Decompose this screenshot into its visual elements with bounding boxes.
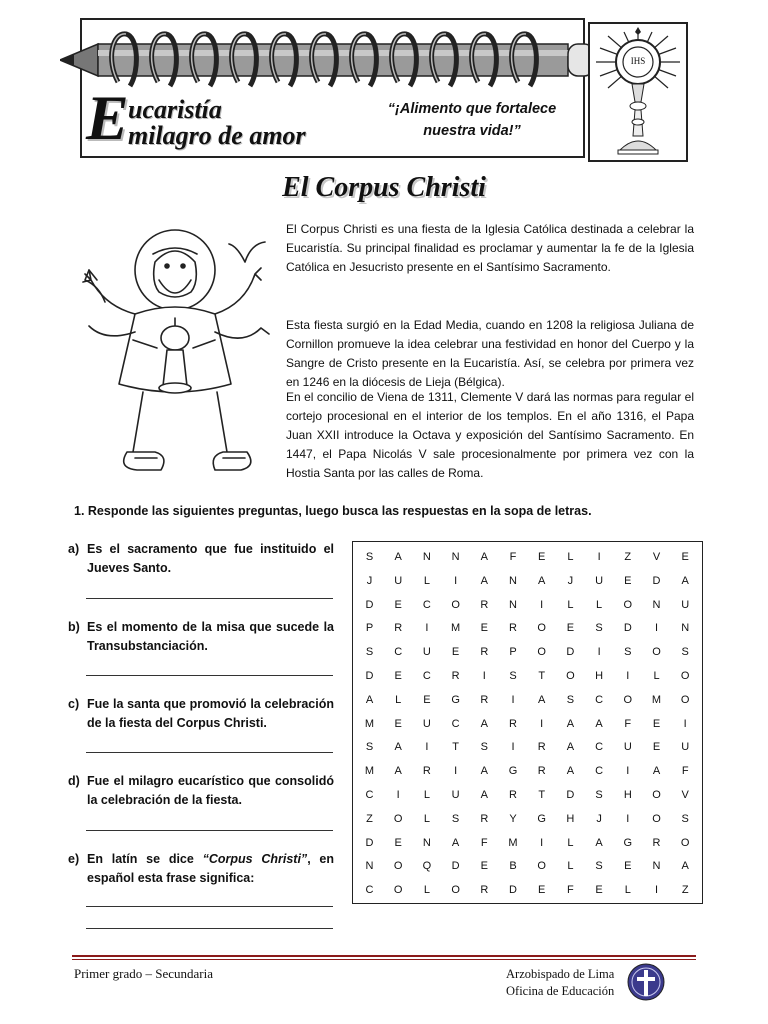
word-search-cell[interactable]: L xyxy=(423,574,430,587)
page-title: El Corpus Christi xyxy=(282,172,486,203)
word-search-cell[interactable]: O xyxy=(451,884,460,897)
word-search-cell[interactable]: C xyxy=(365,884,374,897)
footer-rule xyxy=(72,955,696,957)
word-search-cell[interactable]: N xyxy=(422,836,431,849)
word-search-cell[interactable]: N xyxy=(652,598,661,611)
word-search-cell[interactable]: A xyxy=(480,717,488,730)
question-d xyxy=(68,772,334,810)
word-search-cell[interactable]: O xyxy=(537,622,546,635)
word-search-cell[interactable]: I xyxy=(597,551,601,563)
word-search-cell[interactable]: D xyxy=(652,574,661,587)
word-search-cell[interactable]: O xyxy=(451,598,460,611)
word-search-cell[interactable]: R xyxy=(537,765,546,778)
footer-org-line-2: Oficina de Educación xyxy=(506,984,615,998)
word-search-cell[interactable]: E xyxy=(538,884,546,897)
word-search-cell[interactable]: R xyxy=(480,646,489,659)
word-search-cell[interactable]: G xyxy=(451,693,460,706)
question-text-before: En latín se dice xyxy=(87,852,203,866)
word-search-cell[interactable]: S xyxy=(365,646,374,659)
word-search-cell[interactable]: R xyxy=(537,741,546,754)
word-search-cell[interactable]: G xyxy=(537,812,546,825)
word-search-cell[interactable]: E xyxy=(451,646,460,659)
word-search-cell[interactable]: U xyxy=(595,574,604,587)
answer-line-c[interactable] xyxy=(86,752,333,753)
word-search-cell[interactable]: A xyxy=(538,574,546,587)
word-search-cell[interactable]: U xyxy=(623,741,632,754)
word-search-cell[interactable]: E xyxy=(394,598,402,611)
word-search-cell[interactable]: A xyxy=(652,765,661,778)
word-search-cell[interactable]: I xyxy=(511,741,515,754)
word-search-cell[interactable]: O xyxy=(623,598,633,611)
word-search-cell[interactable]: Z xyxy=(366,812,373,825)
slogan xyxy=(372,98,572,142)
word-search-cell[interactable]: H xyxy=(566,812,575,825)
question-letter: a) xyxy=(68,542,80,556)
word-search-cell[interactable]: P xyxy=(509,646,517,659)
word-search-cell[interactable]: R xyxy=(509,622,517,635)
council-paragraph: En el concilio de Viena de 1311, Clemente V dará las normas para regular el cortejo procesional en el interior de los templos. En el año 1316, el Papa Juan XXII introduce la Octava y exposición del Santísimo Sacramento. En 1447, el Papa Nicolás V sale procesionalmente por primera vez con la Hostia Santa por las calles de Roma. xyxy=(286,390,694,480)
footer-org-line-1: Arzobispado de Lima xyxy=(506,967,615,981)
word-search-cell[interactable]: S xyxy=(681,812,689,825)
word-search-cell[interactable]: A xyxy=(365,693,374,706)
word-search-cell[interactable]: U xyxy=(681,741,690,754)
monstrance-icon xyxy=(590,24,686,160)
answer-line-a[interactable] xyxy=(86,598,333,599)
question-c xyxy=(68,695,334,733)
slogan-line-2: nuestra vida!” xyxy=(423,123,521,139)
word-search-cell[interactable]: F xyxy=(681,765,689,778)
word-search-cell[interactable]: O xyxy=(680,693,690,706)
word-search-cell[interactable]: D xyxy=(365,598,374,611)
word-search-cell[interactable]: B xyxy=(509,860,517,873)
word-search-cell[interactable]: R xyxy=(509,789,517,801)
word-search-cell[interactable]: O xyxy=(393,884,403,897)
word-search-cell[interactable]: N xyxy=(451,551,460,563)
word-search-cell[interactable]: D xyxy=(566,789,575,801)
word-search-cell[interactable]: Z xyxy=(624,551,632,563)
word-search-cell[interactable]: C xyxy=(422,670,431,682)
footer-grade: Primer grado – Secundaria xyxy=(74,966,213,981)
word-search-cell[interactable]: R xyxy=(480,693,489,706)
word-search-cell[interactable]: I xyxy=(597,646,601,659)
question-a xyxy=(68,540,334,578)
word-search-cell[interactable]: R xyxy=(480,598,489,611)
word-search-cell[interactable]: O xyxy=(566,670,575,682)
question-e xyxy=(68,850,334,888)
word-search-cell[interactable]: O xyxy=(652,789,661,801)
brand-line-2: milagro de amor xyxy=(128,121,306,150)
word-search-cell[interactable]: A xyxy=(566,765,575,778)
word-search-cell[interactable]: R xyxy=(422,765,431,778)
word-search-cell[interactable]: A xyxy=(394,551,402,563)
brand-initial: E xyxy=(86,82,129,153)
word-search-cell[interactable]: S xyxy=(509,670,517,682)
word-search-cell[interactable]: R xyxy=(451,670,460,682)
word-search-cell[interactable]: U xyxy=(681,598,690,611)
word-search-cell[interactable]: D xyxy=(509,884,517,897)
word-search-cell[interactable]: A xyxy=(595,836,603,849)
word-search-cell[interactable]: L xyxy=(596,598,603,611)
word-search-cell[interactable]: L xyxy=(653,670,660,682)
word-search-cell[interactable]: U xyxy=(422,646,431,659)
history-paragraph: Esta fiesta surgió en la Edad Media, cuando en 1208 la religiosa Juliana de Cornillon promueve la idea celebrar una festividad en honor del Cuerpo y la Sangre de Cristo presente en la Eucaristía. Así, se celebra por primera vez en 1246 en la diócesis de Lieja (Bélgica). xyxy=(286,318,694,389)
word-search-cell[interactable]: L xyxy=(567,836,574,849)
word-search-cell[interactable]: A xyxy=(566,717,575,730)
word-search-cell[interactable]: E xyxy=(566,622,575,635)
word-search-cell[interactable]: E xyxy=(480,860,488,873)
word-search-cell[interactable]: O xyxy=(537,646,546,659)
word-search-cell[interactable]: I xyxy=(454,574,458,587)
question-text xyxy=(87,850,334,888)
word-search-cell[interactable]: N xyxy=(652,860,661,873)
slogan-line-1: “¡Alimento que fortalece xyxy=(387,101,557,117)
word-search-cell[interactable]: S xyxy=(681,646,689,659)
word-search-cell[interactable]: I xyxy=(626,765,630,778)
brand-line-1: ucaristía xyxy=(128,95,222,124)
word-search-cell[interactable]: O xyxy=(680,836,690,849)
word-search-cell[interactable]: A xyxy=(681,860,689,873)
word-search-cell[interactable]: D xyxy=(623,622,632,635)
word-search-cell[interactable]: H xyxy=(623,789,632,801)
word-search-cell[interactable]: E xyxy=(538,551,546,563)
word-search-cell[interactable]: Y xyxy=(509,812,517,825)
word-search-cell[interactable]: A xyxy=(480,551,488,563)
word-search-cell[interactable]: G xyxy=(623,836,633,849)
word-search-cell[interactable]: T xyxy=(538,670,546,682)
word-search-cell[interactable]: I xyxy=(454,765,458,778)
word-search-cell[interactable]: M xyxy=(651,693,662,706)
question-b xyxy=(68,618,334,656)
word-search-cell[interactable]: L xyxy=(423,884,430,897)
word-search-cell[interactable]: F xyxy=(567,884,574,897)
word-search-cell[interactable]: E xyxy=(624,860,632,873)
word-search-cell[interactable]: V xyxy=(652,551,661,563)
word-search-cell[interactable]: R xyxy=(480,812,489,825)
word-search-cell[interactable]: L xyxy=(567,551,574,563)
word-search-cell[interactable]: S xyxy=(595,860,603,873)
word-search-cell[interactable]: N xyxy=(365,860,374,873)
word-search-cell[interactable]: R xyxy=(509,717,517,730)
question-text: Fue la santa que promovió la celebración de la fiesta del Corpus Christi. xyxy=(87,697,334,730)
word-search-cell[interactable]: C xyxy=(422,598,431,611)
spiral-pencil-icon xyxy=(60,30,600,90)
word-search-cell[interactable]: I xyxy=(540,598,544,611)
word-search-grid xyxy=(352,541,703,904)
word-search-cell[interactable]: D xyxy=(566,646,575,659)
word-search-cell[interactable]: C xyxy=(595,693,604,706)
word-search-cell[interactable]: A xyxy=(480,574,488,587)
word-search-cell[interactable]: I xyxy=(683,717,687,730)
word-search-cell[interactable]: L xyxy=(395,693,402,706)
word-search-cell[interactable]: I xyxy=(482,670,486,682)
question-text-latin: “Corpus Christi” xyxy=(202,852,308,866)
word-search-cell[interactable]: N xyxy=(509,574,517,587)
word-search-cell[interactable]: D xyxy=(365,670,374,682)
word-search-cell[interactable]: I xyxy=(396,789,400,801)
word-search-cell[interactable]: O xyxy=(652,812,661,825)
word-search-cell[interactable]: O xyxy=(652,646,661,659)
word-search-cell[interactable]: A xyxy=(566,741,575,754)
word-search-cell[interactable]: I xyxy=(654,884,659,897)
word-search-cell[interactable]: A xyxy=(538,693,546,706)
word-search-cell[interactable]: S xyxy=(451,812,460,825)
word-search-cell[interactable]: E xyxy=(652,741,661,754)
question-letter: c) xyxy=(68,697,80,711)
word-search-cell[interactable]: H xyxy=(595,670,604,682)
word-search-cell[interactable]: L xyxy=(567,860,574,873)
word-search-cell[interactable]: E xyxy=(394,717,402,730)
word-search-cell[interactable]: I xyxy=(425,741,429,754)
word-search-cell[interactable]: F xyxy=(509,551,517,563)
word-search-cell[interactable]: F xyxy=(480,836,488,849)
word-search-cell[interactable]: U xyxy=(394,574,403,587)
word-search-cell[interactable]: J xyxy=(596,812,602,825)
monstrance-image xyxy=(588,22,688,162)
word-search-cell[interactable]: C xyxy=(595,741,604,754)
word-search-cell[interactable]: I xyxy=(540,836,544,849)
word-search-cell[interactable]: O xyxy=(623,693,633,706)
word-search-cell[interactable]: M xyxy=(364,765,375,778)
question-text-after: , en español esta frase significa: xyxy=(87,852,334,885)
word-search-cell[interactable]: N xyxy=(509,598,517,611)
word-search-cell[interactable]: A xyxy=(681,574,689,587)
answer-line-e2[interactable] xyxy=(86,928,333,929)
word-search-cell[interactable]: A xyxy=(394,741,402,754)
word-search-cell[interactable]: I xyxy=(540,717,544,730)
answer-line-b[interactable] xyxy=(86,675,333,676)
intro-paragraph: El Corpus Christi es una fiesta de la Iglesia Católica destinada a celebrar la Eucaristía. Su principal finalidad es proclamar y aumentar la fe de la Iglesia Católica en Jesucristo presente en el Santísimo Sacramento. xyxy=(286,222,694,274)
word-search-cell[interactable]: E xyxy=(595,884,603,897)
word-search-cell[interactable]: E xyxy=(624,574,632,587)
word-search-cell[interactable]: V xyxy=(681,789,689,801)
word-search-cell[interactable]: S xyxy=(365,741,374,754)
word-search-cell[interactable]: F xyxy=(624,717,632,730)
word-search-cell[interactable]: E xyxy=(423,693,431,706)
question-letter: b) xyxy=(68,620,80,634)
word-search-cell[interactable]: A xyxy=(451,836,460,849)
word-search-cell[interactable]: E xyxy=(652,717,661,730)
word-search-cell[interactable]: N xyxy=(422,551,431,563)
word-search-cell[interactable]: O xyxy=(680,670,690,682)
footer-org xyxy=(506,966,614,1000)
word-search-cell[interactable]: L xyxy=(423,789,430,801)
word-search-cell[interactable]: O xyxy=(393,812,403,825)
word-search-cell[interactable]: Z xyxy=(681,884,689,897)
word-search-cell[interactable]: S xyxy=(595,622,603,635)
word-search-cell[interactable]: U xyxy=(451,789,460,801)
word-search-cell[interactable]: S xyxy=(566,693,575,706)
word-search-cell[interactable]: I xyxy=(511,693,515,706)
monstrance-label: IHS xyxy=(630,56,646,66)
word-search-cell[interactable]: A xyxy=(480,765,488,778)
word-search-cell[interactable]: A xyxy=(595,717,603,730)
word-search-cell[interactable]: R xyxy=(394,622,403,635)
question-text: Es el momento de la misa que sucede la Transubstanciación. xyxy=(87,620,334,653)
word-search-cell[interactable]: L xyxy=(624,884,631,897)
question-letter: d) xyxy=(68,774,80,788)
word-search-cell[interactable]: T xyxy=(538,789,546,801)
word-search-cell[interactable]: J xyxy=(366,574,373,587)
word-search-cell[interactable]: D xyxy=(451,860,460,873)
word-search-cell[interactable]: D xyxy=(365,836,374,849)
word-search-cell[interactable]: I xyxy=(626,670,630,682)
word-search-cell[interactable]: M xyxy=(451,622,461,635)
question-letter: e) xyxy=(68,852,80,866)
word-search-cell[interactable]: S xyxy=(624,646,632,659)
word-search-cell[interactable]: A xyxy=(394,765,402,778)
archdiocese-logo-icon xyxy=(626,962,666,1002)
word-search-cell[interactable]: L xyxy=(567,598,574,611)
word-search-cell[interactable]: S xyxy=(365,551,374,563)
word-search-cell[interactable]: S xyxy=(595,789,603,801)
word-search-cell[interactable]: M xyxy=(364,717,375,730)
word-search-cell[interactable]: I xyxy=(425,622,429,635)
word-search-cell[interactable]: J xyxy=(567,574,574,587)
word-search-cell[interactable]: L xyxy=(423,812,430,825)
word-search-cell[interactable]: E xyxy=(394,836,402,849)
footer-rule-thin xyxy=(72,959,696,960)
word-search-cell[interactable]: E xyxy=(394,670,402,682)
instruction-text: 1. Responde las siguientes preguntas, luego busca las respuestas en la sopa de letras. xyxy=(74,504,592,518)
word-search-cell[interactable]: U xyxy=(422,717,431,730)
word-search-cell[interactable]: P xyxy=(365,622,374,635)
word-search-cell[interactable]: T xyxy=(452,741,459,754)
word-search-cell[interactable]: Q xyxy=(422,860,432,873)
word-search-cell[interactable]: C xyxy=(451,717,460,730)
word-search-cell[interactable]: S xyxy=(480,741,488,754)
word-search-cell[interactable]: I xyxy=(626,812,630,825)
word-search-cell[interactable]: E xyxy=(681,551,689,563)
word-search-cell[interactable]: E xyxy=(480,622,488,635)
word-search-cell[interactable]: A xyxy=(480,789,488,801)
word-search-cell[interactable]: N xyxy=(681,622,690,635)
word-search-cell[interactable]: C xyxy=(595,765,604,778)
word-search-cell[interactable]: O xyxy=(537,860,546,873)
answer-line-d[interactable] xyxy=(86,830,333,831)
word-search-cell[interactable]: R xyxy=(480,884,489,897)
word-search-cell[interactable]: M xyxy=(508,836,518,849)
word-search-cell[interactable]: C xyxy=(365,789,374,801)
word-search-cell[interactable]: I xyxy=(654,622,659,635)
jesus-eucharist-illustration xyxy=(75,222,275,477)
word-search-cell[interactable]: O xyxy=(393,860,403,873)
answer-line-e1[interactable] xyxy=(86,906,333,907)
question-text: Es el sacramento que fue instituido el Jueves Santo. xyxy=(87,542,334,575)
word-search-cell[interactable]: R xyxy=(652,836,661,849)
question-text: Fue el milagro eucarístico que consolidó la celebración de la fiesta. xyxy=(87,774,334,807)
word-search-cell[interactable]: G xyxy=(508,765,518,778)
word-search-cell[interactable]: C xyxy=(394,646,403,659)
